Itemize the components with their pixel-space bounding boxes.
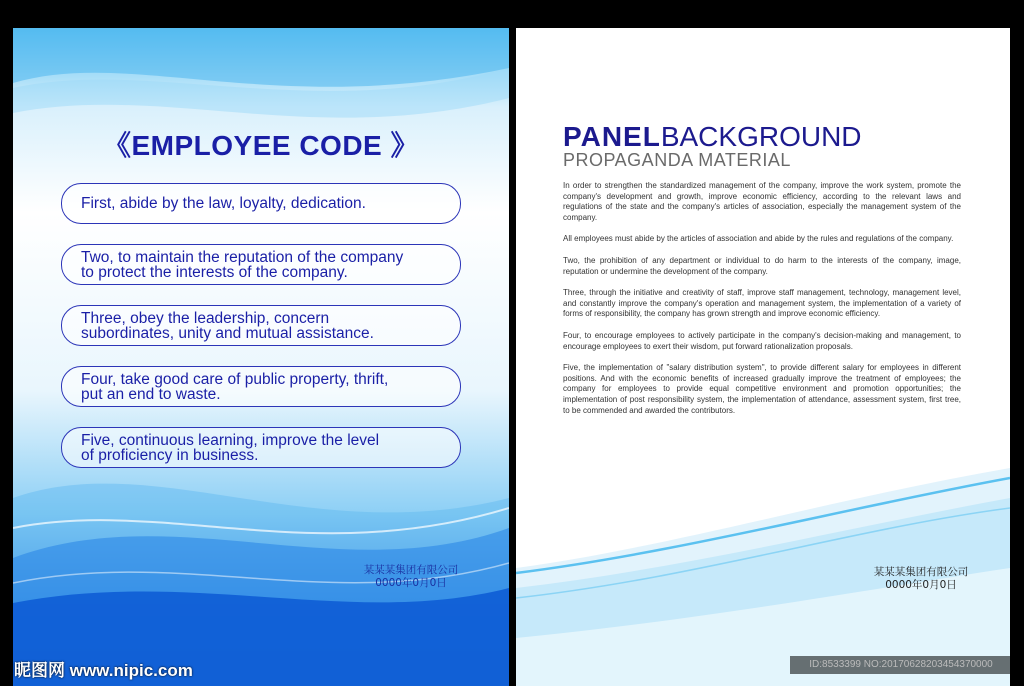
body-paragraph: In order to strengthen the standardized management of the company, improve the work system, promote the company's development and growth, improve economic efficiency, according to the relevant laws and regulations of the state and the company's articles of association, especially the management system of the company. [563, 181, 961, 222]
code-item-line: Five, continuous learning, improve the level [81, 431, 380, 449]
employee-code-title: 《EMPLOYEE CODE 》 [102, 130, 420, 161]
code-item-first [61, 183, 461, 224]
site-watermark: 昵图网 www.nipic.com [14, 661, 193, 680]
body-paragraph: Four, to encourage employees to actively participate in the company's decision-making and management, to encourage employees to exert their wisdom, put forward rationalization proposals. [563, 330, 961, 351]
code-item-line: First, abide by the law, loyalty, dedication. [81, 195, 366, 212]
company-name: 某某某集团有限公司 [873, 566, 969, 578]
image-id-label: ID:8533399 NO:20170628203454370000 [790, 656, 1012, 674]
body-text [563, 181, 961, 427]
code-item-line: Four, take good care of public property, thrift, [81, 370, 389, 388]
code-item-three [61, 305, 461, 346]
body-paragraph: Three, through the initiative and creativity of staff, improve staff management, technology, management level, and constantly improve the company's operation and management system, the implementation of a variety of forms of responsibility, the company has grown strength and improve economic efficiency. [563, 288, 961, 319]
code-item-line: Three, obey the leadership, concern [81, 309, 330, 327]
company-date: 0000年0月0日 [885, 579, 957, 591]
panel-subtitle: PROPAGANDA MATERIAL [563, 150, 791, 170]
code-item-line: of proficiency in business. [81, 446, 259, 464]
panel-title-bold: PANEL [563, 121, 661, 152]
company-signature [351, 564, 471, 590]
panel-title-rest: BACKGROUND [660, 121, 862, 152]
company-name: 某某某集团有限公司 [363, 564, 459, 576]
code-item-line: put an end to waste. [81, 385, 221, 403]
company-date: 0000年0月0日 [375, 577, 447, 589]
body-paragraph: Two, the prohibition of any department or individual to do harm to the interests of the company, image, reputation or undermine the development of the company. [563, 255, 961, 276]
code-item-five [61, 427, 461, 468]
code-item-line: to protect the interests of the company. [81, 263, 348, 281]
code-item-line: subordinates, unity and mutual assistance. [81, 324, 374, 342]
employee-code-panel [13, 28, 509, 686]
code-item-two [61, 244, 461, 285]
body-paragraph: All employees must abide by the articles of association and abide by the rules and regulations of the company. [563, 234, 954, 244]
company-signature [861, 566, 981, 592]
panel-title [563, 122, 862, 152]
background-panel [516, 28, 1010, 686]
code-item-line: Two, to maintain the reputation of the company [81, 248, 404, 266]
code-item-four [61, 366, 461, 407]
body-paragraph: Five, the implementation of "salary distribution system", to provide different salary for employees in different positions. And with the economic benefits of increased gradually improve the treatment of employees; the company for employees to provide equal competitive environment and promotion opportunities; the implementation of post responsibility system, the implementation of attendance, assessment system, first tree, to be commended and awarded the contributors. [563, 363, 961, 415]
